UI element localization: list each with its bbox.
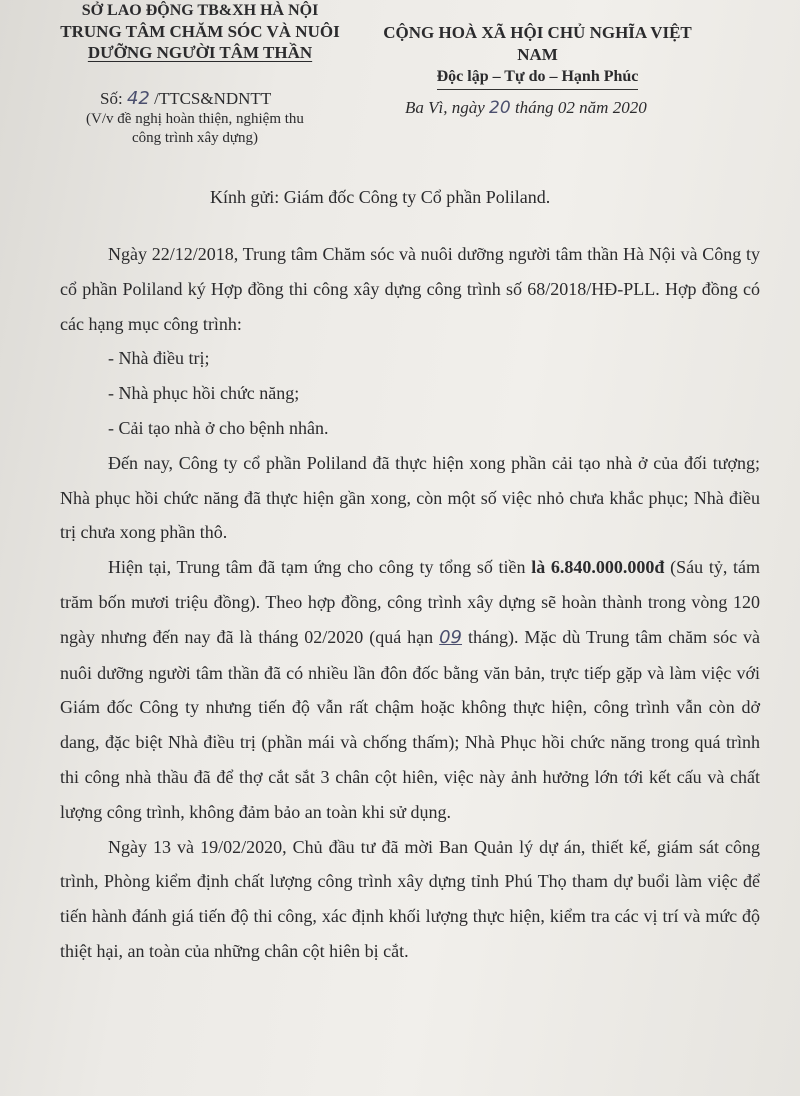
place-date	[405, 98, 647, 118]
paragraph-3-end: tháng). Mặc dù Trung tâm chăm sóc và nuôi dưỡng người tâm thần đã có nhiều lần đôn đốc bằng văn bản, trực tiếp gặp và làm việc với Giám đốc Công ty nhưng tiến độ vẫn rất chậm hoặc không thực hiện, công trình vẫn còn dở dang, đặc biệt Nhà điều trị (phần mái và chống thấm); Nhà Phục hồi chức năng trong quá trình thi công nhà thầu đã để thợ cắt sắt 3 chân cột hiên, việc này ảnh hưởng lớn tới kết cấu và chất lượng công trình, không đảm bảo an toàn khi sử dụng.	[60, 626, 761, 822]
paragraph-2: Đến nay, Công ty cổ phần Poliland đã thực hiện xong phần cải tạo nhà ở của đối tượng; Nhà phục hồi chức năng đã thực hiện gần xong, còn một số việc nhỏ chưa khắc phục; Nhà điều trị chưa xong phần thô.	[60, 452, 760, 543]
document-subject	[55, 110, 335, 148]
advance-amount: là 6.840.000.000đ	[531, 557, 665, 578]
country-name: CỘNG HOÀ XÃ HỘI CHỦ NGHĨA VIỆT NAM	[383, 23, 692, 64]
paragraph-4: Ngày 13 và 19/02/2020, Chủ đầu tư đã mời Ban Quản lý dự án, thiết kế, giám sát công trình, Phòng kiểm định chất lượng công trình xây dựng tỉnh Phú Thọ tham dự buổi làm việc để tiến hành đánh giá tiến độ thi công, xác định khối lượng thực hiện, kiểm tra các vị trí và mức độ thiệt hại, an toàn của những chân cột hiên bị cắt.	[60, 836, 760, 961]
bullet-item: - Nhà điều trị;	[108, 348, 210, 369]
handwritten-overdue-months: 09	[439, 626, 463, 648]
number-suffix: /TTCS&NDNTT	[154, 89, 272, 108]
number-prefix: Số:	[100, 89, 123, 108]
agency-line-2: TRUNG TÂM CHĂM SÓC VÀ NUÔI	[60, 22, 340, 41]
paragraph-3-start: Hiện tại, Trung tâm đã tạm ứng cho công ty tổng số tiền	[108, 557, 526, 578]
paragraph-3-middle: (Sáu tỷ, tám trăm bốn mươi triệu đồng). Theo hợp đồng, công trình xây dựng sẽ hoàn thành trong vòng 120 ngày nhưng đến nay đã là tháng 02/2020 (quá hạn	[60, 557, 761, 647]
motto: Độc lập – Tự do – Hạnh Phúc	[437, 66, 639, 90]
paragraph-1: Ngày 22/12/2018, Trung tâm Chăm sóc và nuôi dưỡng người tâm thần Hà Nội và Công ty cổ phần Poliland ký Hợp đồng thi công xây dựng công trình số 68/2018/HĐ-PLL. Hợp đồng có các hạng mục công trình:	[60, 244, 760, 334]
date-prefix: Ba Vì, ngày	[405, 98, 485, 117]
document-number	[100, 88, 271, 109]
issuing-agency-header	[40, 0, 360, 63]
subject-line-1: (V/v đề nghị hoàn thiện, nghiệm thu	[86, 111, 304, 127]
bullet-item: - Cải tạo nhà ở cho bệnh nhân.	[108, 417, 329, 438]
handwritten-number: 42	[126, 88, 150, 109]
subject-line-2: công trình xây dựng)	[131, 130, 259, 146]
bullet-item: - Nhà phục hồi chức năng;	[108, 383, 300, 404]
letter-body	[60, 237, 760, 969]
agency-line-1: SỞ LAO ĐỘNG TB&XH HÀ NỘI	[81, 2, 319, 19]
handwritten-day: 20	[489, 98, 511, 118]
paragraph-3	[60, 550, 760, 829]
salutation: Kính gửi: Giám đốc Công ty Cổ phần Poliland.	[210, 187, 551, 207]
agency-line-3: DƯỠNG NGƯỜI TÂM THẦN	[87, 43, 313, 62]
date-suffix: tháng 02 năm 2020	[514, 98, 647, 117]
national-motto-header	[365, 22, 710, 90]
